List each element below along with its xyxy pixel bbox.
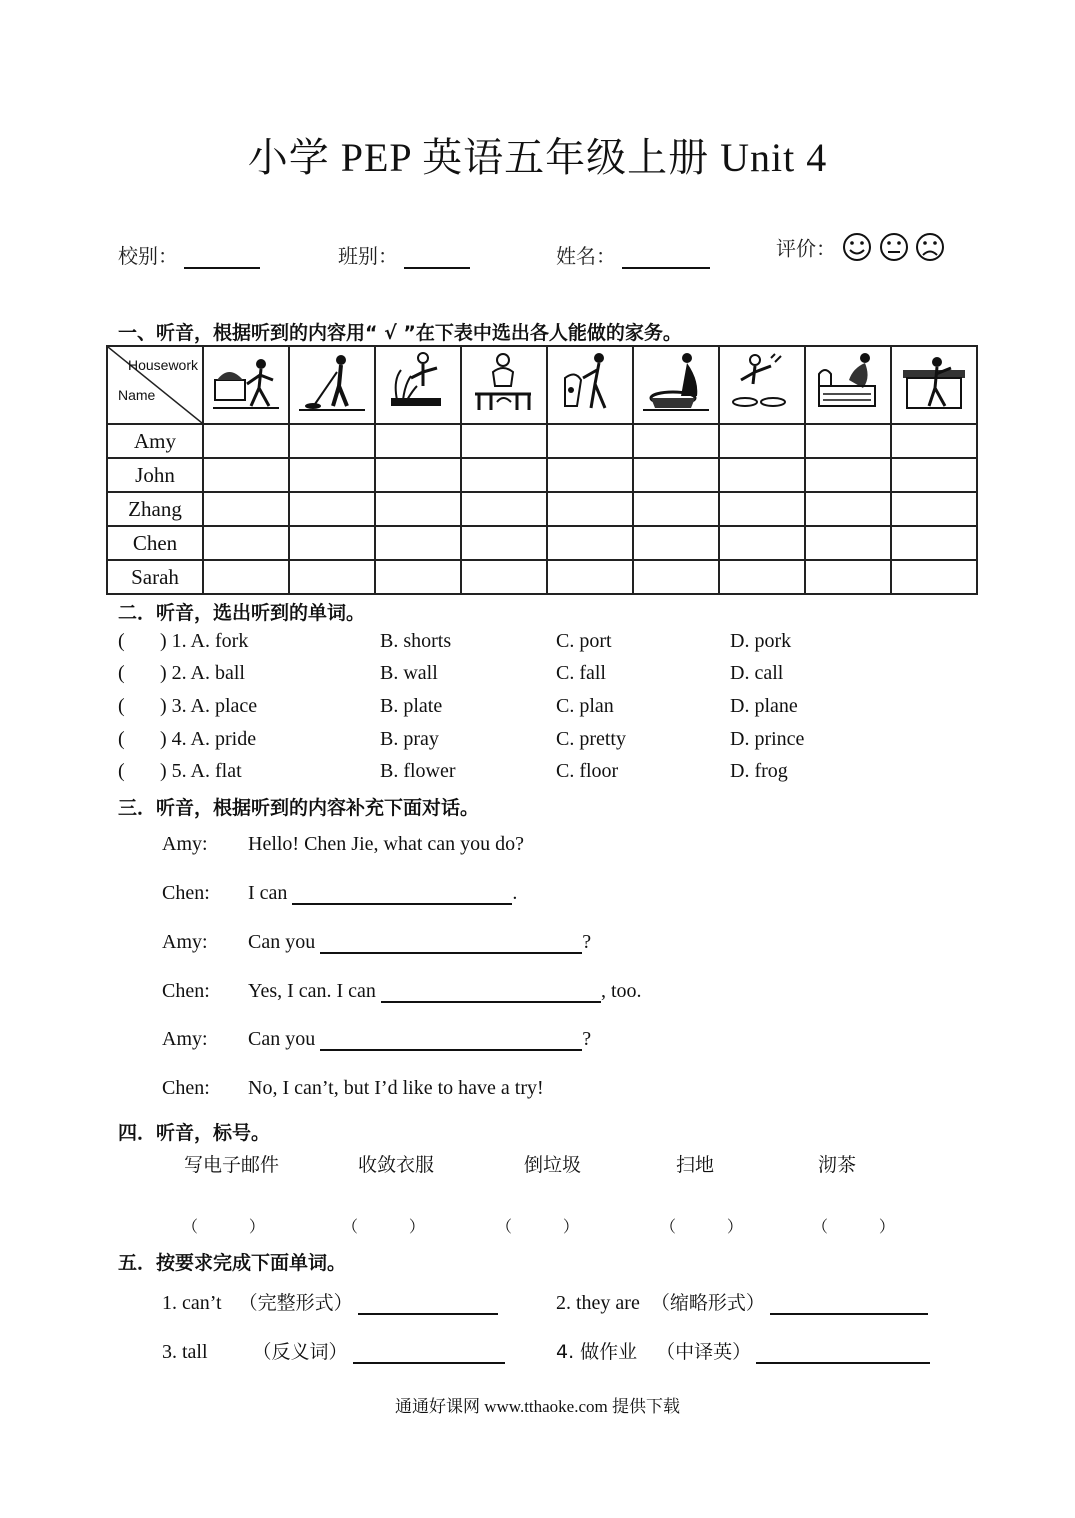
answer-paren[interactable]: (	[118, 630, 125, 652]
answer-blank[interactable]	[353, 1342, 505, 1364]
check-cell[interactable]	[289, 492, 375, 526]
check-cell[interactable]	[633, 458, 719, 492]
dialog-punct: .	[512, 882, 518, 904]
check-cell[interactable]	[891, 424, 977, 458]
speaker: Chen:	[162, 1077, 210, 1099]
section5-heading: 五．按要求完成下面单词。	[118, 1252, 347, 1274]
check-cell[interactable]	[547, 560, 633, 594]
sad-face-icon[interactable]	[915, 232, 945, 262]
word: 4. 做作业	[556, 1341, 638, 1363]
speaker: Amy:	[162, 833, 208, 855]
check-cell[interactable]	[547, 492, 633, 526]
check-cell[interactable]	[891, 492, 977, 526]
footer-text: 通通好课网 www.tthaoke.com 提供下载	[394, 1397, 681, 1416]
class-label: 班别：	[338, 244, 398, 268]
check-cell[interactable]	[633, 560, 719, 594]
task-take-in-clothes: 收敛衣服	[358, 1154, 435, 1176]
answer-blank[interactable]	[320, 1029, 582, 1051]
fold-clothes-icon	[203, 346, 289, 424]
check-cell[interactable]	[375, 458, 461, 492]
housework-header-label: Housework	[127, 357, 198, 373]
check-cell[interactable]	[891, 458, 977, 492]
row-name-amy: Amy	[107, 424, 203, 458]
option-d: D. pork	[730, 630, 792, 652]
option-c: C. fall	[556, 662, 606, 684]
check-cell[interactable]	[805, 458, 891, 492]
option-c: C. port	[556, 630, 612, 652]
option-d: D. frog	[730, 760, 788, 782]
check-cell[interactable]	[719, 526, 805, 560]
option-d: D. prince	[730, 728, 805, 750]
check-cell[interactable]	[547, 526, 633, 560]
check-cell[interactable]	[805, 526, 891, 560]
option-a: ) 3. A. place	[160, 695, 258, 717]
answer-blank[interactable]	[770, 1293, 928, 1315]
option-d: D. plane	[730, 695, 798, 717]
answer-blank[interactable]	[381, 981, 601, 1003]
check-cell[interactable]	[719, 458, 805, 492]
table-row	[107, 458, 977, 492]
dialog-text: No, I can’t, but I’d like to have a try!	[248, 1077, 544, 1099]
answer-blank[interactable]	[320, 932, 582, 954]
answer-paren[interactable]: (	[118, 662, 125, 684]
option-a: ) 5. A. flat	[160, 760, 242, 782]
word-item-4	[556, 1337, 930, 1364]
answer-blank[interactable]	[358, 1293, 498, 1315]
requirement: （完整形式）	[238, 1292, 353, 1314]
option-d: D. call	[730, 662, 784, 684]
answer-paren[interactable]: (	[118, 695, 125, 717]
option-c: C. pretty	[556, 728, 626, 750]
check-cell[interactable]	[289, 458, 375, 492]
wash-dishes-icon	[719, 346, 805, 424]
option-b: B. flower	[380, 760, 456, 782]
name-label: 姓名：	[556, 244, 616, 268]
check-cell[interactable]	[719, 560, 805, 594]
number-paren[interactable]: （ ）	[496, 1217, 579, 1236]
rating-label: 评价：	[776, 236, 836, 261]
check-cell[interactable]	[805, 424, 891, 458]
answer-blank[interactable]	[292, 883, 512, 905]
check-cell[interactable]	[891, 526, 977, 560]
word-item-2	[556, 1288, 928, 1315]
name-header-label: Name	[118, 387, 156, 403]
check-cell[interactable]	[461, 492, 547, 526]
header-corner-cell	[107, 346, 203, 424]
class-blank[interactable]	[404, 247, 470, 269]
option-b: B. wall	[380, 662, 438, 684]
check-cell[interactable]	[289, 424, 375, 458]
rating-field	[776, 232, 945, 262]
dialog-punct: , too.	[600, 980, 642, 1002]
check-cell[interactable]	[719, 492, 805, 526]
option-a: ) 1. A. fork	[160, 630, 249, 652]
class-field	[338, 240, 470, 269]
task-make-tea: 沏茶	[818, 1154, 857, 1176]
check-cell[interactable]	[203, 560, 289, 594]
check-cell[interactable]	[633, 424, 719, 458]
speaker: Chen:	[162, 882, 210, 904]
smile-face-icon[interactable]	[842, 232, 872, 262]
wash-clothes-icon	[633, 346, 719, 424]
check-cell[interactable]	[805, 560, 891, 594]
dialog-punct: ?	[582, 931, 592, 953]
check-cell[interactable]	[461, 526, 547, 560]
row-name-sarah: Sarah	[107, 560, 203, 594]
housework-table	[106, 345, 978, 595]
check-cell[interactable]	[375, 526, 461, 560]
option-b: B. plate	[380, 695, 443, 717]
task-take-out-trash: 倒垃圾	[524, 1154, 582, 1176]
number-paren[interactable]: （ ）	[182, 1217, 265, 1236]
check-cell[interactable]	[289, 560, 375, 594]
word: 1. can’t	[162, 1292, 222, 1314]
word: 2. they are	[556, 1292, 640, 1314]
table-header-row	[107, 346, 977, 424]
check-cell[interactable]	[289, 526, 375, 560]
check-cell[interactable]	[547, 424, 633, 458]
dialog-text: Can you	[248, 931, 316, 953]
table-row	[107, 560, 977, 594]
word: 3. tall	[162, 1341, 208, 1363]
check-cell[interactable]	[719, 424, 805, 458]
table-row	[107, 424, 977, 458]
word-item-1	[162, 1288, 498, 1315]
make-bed-icon	[805, 346, 891, 424]
check-cell[interactable]	[461, 458, 547, 492]
check-cell[interactable]	[891, 560, 977, 594]
speaker: Amy:	[162, 931, 208, 953]
water-plants-icon	[375, 346, 461, 424]
number-paren[interactable]: （ ）	[660, 1217, 743, 1236]
check-cell[interactable]	[633, 492, 719, 526]
page-title: 小学 PEP 英语五年级上册 Unit 4	[247, 135, 828, 180]
speaker: Chen:	[162, 980, 210, 1002]
answer-paren[interactable]: (	[118, 760, 125, 782]
row-name-john: John	[107, 458, 203, 492]
option-b: B. pray	[380, 728, 439, 750]
check-cell[interactable]	[203, 526, 289, 560]
check-cell[interactable]	[203, 424, 289, 458]
row-name-chen: Chen	[107, 526, 203, 560]
check-cell[interactable]	[461, 424, 547, 458]
check-cell[interactable]	[203, 492, 289, 526]
school-blank[interactable]	[184, 247, 260, 269]
section4-heading: 四．听音，标号。	[118, 1122, 271, 1144]
dialog-punct: ?	[582, 1028, 592, 1050]
clean-window-icon	[891, 346, 977, 424]
school-label: 校别：	[118, 244, 178, 268]
task-email: 写电子邮件	[184, 1154, 280, 1176]
section3-heading: 三．听音，根据听到的内容补充下面对话。	[118, 797, 480, 819]
check-cell[interactable]	[375, 424, 461, 458]
check-cell[interactable]	[805, 492, 891, 526]
dialog-text: Hello! Chen Jie, what can you do?	[248, 833, 525, 855]
check-cell[interactable]	[375, 492, 461, 526]
word-item-3	[162, 1337, 505, 1364]
dialog-text: Yes, I can. I can	[248, 980, 376, 1002]
table-row	[107, 526, 977, 560]
speaker: Amy:	[162, 1028, 208, 1050]
option-a: ) 4. A. pride	[160, 728, 257, 750]
option-c: C. floor	[556, 760, 619, 782]
answer-blank[interactable]	[756, 1342, 930, 1364]
empty-trash-icon	[547, 346, 633, 424]
check-cell[interactable]	[375, 560, 461, 594]
requirement: （缩略形式）	[650, 1292, 765, 1314]
option-a: ) 2. A. ball	[160, 662, 245, 684]
check-cell[interactable]	[547, 458, 633, 492]
table-row	[107, 492, 977, 526]
number-paren[interactable]: （ ）	[342, 1217, 425, 1236]
requirement: （中译英）	[656, 1341, 752, 1363]
task-sweep-floor: 扫地	[676, 1154, 715, 1176]
cook-meals-icon	[461, 346, 547, 424]
check-cell[interactable]	[633, 526, 719, 560]
row-name-zhang: Zhang	[107, 492, 203, 526]
section1-heading: 一、听音，根据听到的内容用“ √ ”在下表中选出各人能做的家务。	[118, 322, 682, 344]
section2-heading: 二．听音，选出听到的单词。	[118, 602, 366, 624]
answer-paren[interactable]: (	[118, 728, 125, 750]
neutral-face-icon[interactable]	[879, 232, 909, 262]
option-c: C. plan	[556, 695, 614, 717]
sweep-floor-icon	[289, 346, 375, 424]
school-field	[118, 240, 260, 269]
name-blank[interactable]	[622, 247, 710, 269]
option-b: B. shorts	[380, 630, 452, 652]
check-cell[interactable]	[203, 458, 289, 492]
check-cell[interactable]	[461, 560, 547, 594]
dialog-text: Can you	[248, 1028, 316, 1050]
dialog-text: I can	[248, 882, 288, 904]
requirement: （反义词）	[252, 1341, 348, 1363]
number-paren[interactable]: （ ）	[812, 1217, 895, 1236]
name-field	[556, 240, 710, 269]
